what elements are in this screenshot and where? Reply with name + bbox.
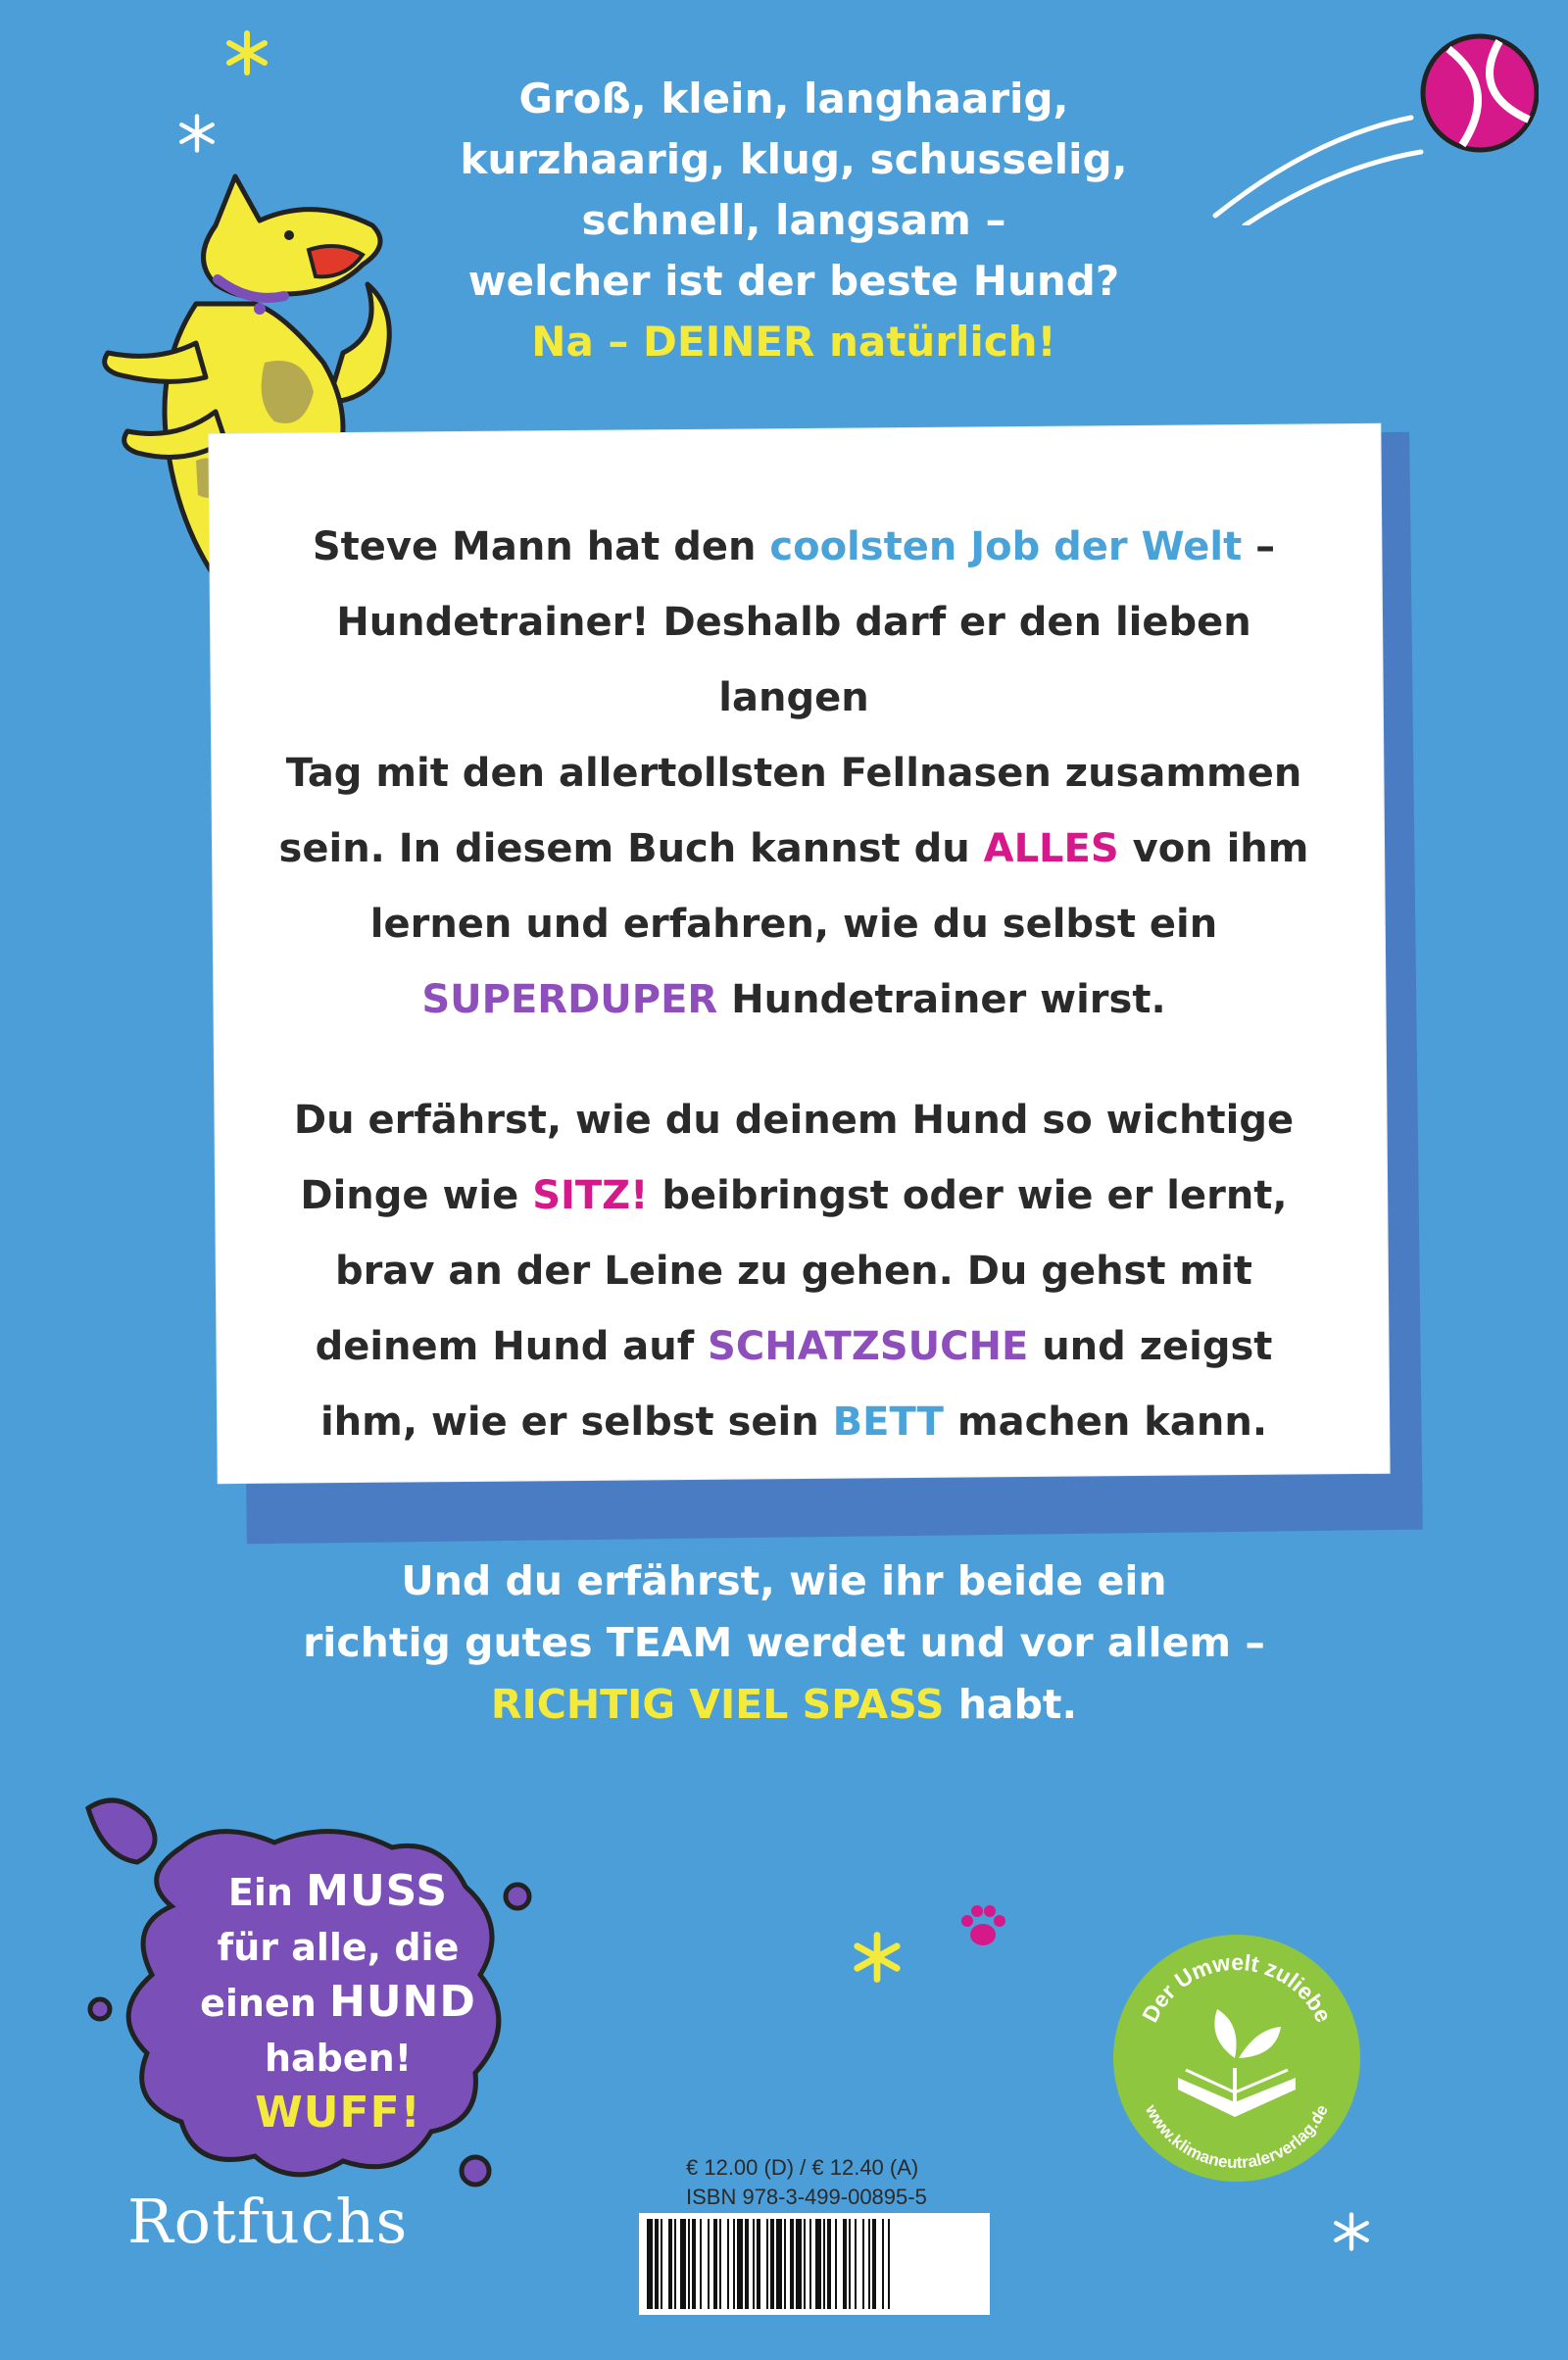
text-span: einen — [200, 1982, 329, 2025]
barcode-bar — [835, 2219, 837, 2309]
barcode-bar — [868, 2219, 870, 2309]
barcode-bar — [843, 2219, 847, 2309]
barcode-bar — [737, 2219, 743, 2309]
text-span: Ein — [227, 1871, 307, 1914]
highlight-superduper: SUPERDUPER — [421, 977, 718, 1022]
barcode-bar — [784, 2219, 786, 2309]
barcode-bar — [661, 2219, 662, 2309]
barcode-bar — [745, 2219, 749, 2309]
barcode-bar — [719, 2219, 721, 2309]
description-line: Hundetrainer! Deshalb darf er den lieben langen — [336, 600, 1251, 720]
barcode-bar — [815, 2219, 821, 2309]
barcode-bar — [680, 2219, 686, 2309]
outro-line — [294, 1674, 1274, 1736]
intro-text — [372, 69, 1215, 372]
text-span: deinem Hund auf — [315, 1324, 709, 1369]
text-span: sein. In diesem Buch kannst du — [278, 826, 984, 871]
text-span: Hundetrainer wirst. — [717, 977, 1166, 1022]
barcode-bar — [855, 2219, 857, 2309]
description-line — [255, 1309, 1333, 1385]
barcode-bar — [796, 2219, 802, 2309]
highlight-alles: ALLES — [983, 826, 1119, 871]
description-line — [255, 811, 1333, 887]
barcode-bar — [882, 2219, 884, 2309]
barcode-bar — [757, 2219, 760, 2309]
barcode-bar — [872, 2219, 876, 2309]
badge-bottom-text: www.klimaneutralerverlag.de — [1141, 2101, 1332, 2173]
text-span: Dinge wie — [300, 1173, 533, 1218]
description-text — [255, 510, 1333, 1460]
barcode-bar — [790, 2219, 794, 2309]
text-span: – — [1242, 524, 1276, 569]
highlight-coolsten-job: coolsten Job der Welt — [769, 524, 1243, 569]
description-line: brav an der Leine zu gehen. Du gehst mit — [335, 1249, 1252, 1294]
barcode-bar — [827, 2219, 831, 2309]
text-span: MUSS — [306, 1866, 449, 1916]
text-span: habt. — [944, 1681, 1078, 1728]
description-line — [255, 1158, 1333, 1234]
barcode-bar — [713, 2219, 717, 2309]
price-info — [686, 2153, 927, 2212]
barcode-bar — [804, 2219, 806, 2309]
description-line — [255, 962, 1333, 1038]
barcode-bar — [809, 2219, 811, 2309]
star-icon — [176, 113, 218, 154]
text-span: und zeigst — [1028, 1324, 1273, 1369]
intro-line: kurzhaarig, klug, schusselig, — [460, 135, 1128, 183]
description-line: Du erfährst, wie du deinem Hund so wichtige — [293, 1098, 1295, 1143]
price-text: € 12.00 (D) / € 12.40 (A) — [686, 2155, 919, 2180]
barcode-bar — [888, 2219, 890, 2309]
barcode-bar — [727, 2219, 729, 2309]
intro-line: Groß, klein, langhaarig, — [518, 74, 1069, 123]
publisher-logo: Rotfuchs — [127, 2186, 409, 2257]
intro-line: schnell, langsam – — [581, 196, 1006, 244]
barcode-bar — [776, 2219, 782, 2309]
barcode-bar — [753, 2219, 755, 2309]
description-line — [255, 510, 1333, 585]
highlight-bett: BETT — [832, 1400, 944, 1445]
barcode-bar — [700, 2219, 702, 2309]
splat-line: WUFF! — [255, 2088, 421, 2138]
barcode-bar — [688, 2219, 690, 2309]
star-icon — [851, 1931, 904, 1984]
highlight-sitz: SITZ! — [532, 1173, 649, 1218]
highlight-spass: RICHTIG VIEL SPASS — [490, 1681, 945, 1728]
splat-line — [191, 1975, 485, 2031]
barcode-bar — [733, 2219, 735, 2309]
outro-line: Und du erfährst, wie ihr beide ein — [401, 1557, 1167, 1604]
description-line — [255, 1385, 1333, 1460]
barcode-bar — [770, 2219, 774, 2309]
text-span: ihm, wie er selbst sein — [319, 1400, 833, 1445]
text-span: beibringst oder wie er lernt, — [648, 1173, 1288, 1218]
text-span: machen kann. — [943, 1400, 1268, 1445]
splat-line: für alle, die — [217, 1926, 460, 1969]
barcode-bar — [674, 2219, 676, 2309]
barcode-bar — [668, 2219, 672, 2309]
splat-line: haben! — [264, 2037, 413, 2080]
star-icon — [223, 29, 270, 76]
barcode-bar — [849, 2219, 851, 2309]
barcode-bar — [708, 2219, 710, 2309]
star-icon — [1331, 2211, 1372, 2252]
barcode-bar — [655, 2219, 659, 2309]
badge-top-text: Der Umwelt zuliebe — [1137, 1948, 1337, 2027]
barcode-bar — [823, 2219, 825, 2309]
eco-badge — [1109, 1931, 1364, 2186]
splat-text — [191, 1864, 485, 2140]
barcode-bar — [766, 2219, 768, 2309]
splat-line — [191, 1864, 485, 1920]
highlight-schatzsuche: SCHATZSUCHE — [708, 1324, 1029, 1369]
intro-line: welcher ist der beste Hund? — [467, 257, 1120, 305]
barcode-bar — [692, 2219, 696, 2309]
barcode — [639, 2213, 990, 2315]
isbn-text: ISBN 978-3-499-00895-5 — [686, 2185, 927, 2209]
description-line: Tag mit den allertollsten Fellnasen zusammen — [285, 751, 1302, 796]
tennis-ball-icon — [1205, 29, 1539, 225]
intro-highlight: Na – DEINER natürlich! — [531, 318, 1056, 366]
text-span: von ihm — [1118, 826, 1309, 871]
description-line: lernen und erfahren, wie du selbst ein — [369, 902, 1218, 947]
outro-text — [294, 1550, 1274, 1736]
barcode-bar — [862, 2219, 864, 2309]
outro-line: richtig gutes TEAM werdet und vor allem – — [303, 1619, 1265, 1666]
paw-print-icon — [956, 1899, 1010, 1954]
barcode-bars — [639, 2213, 990, 2315]
text-span: HUND — [329, 1977, 476, 2027]
barcode-bar — [647, 2219, 653, 2309]
text-span: Steve Mann hat den — [312, 524, 770, 569]
